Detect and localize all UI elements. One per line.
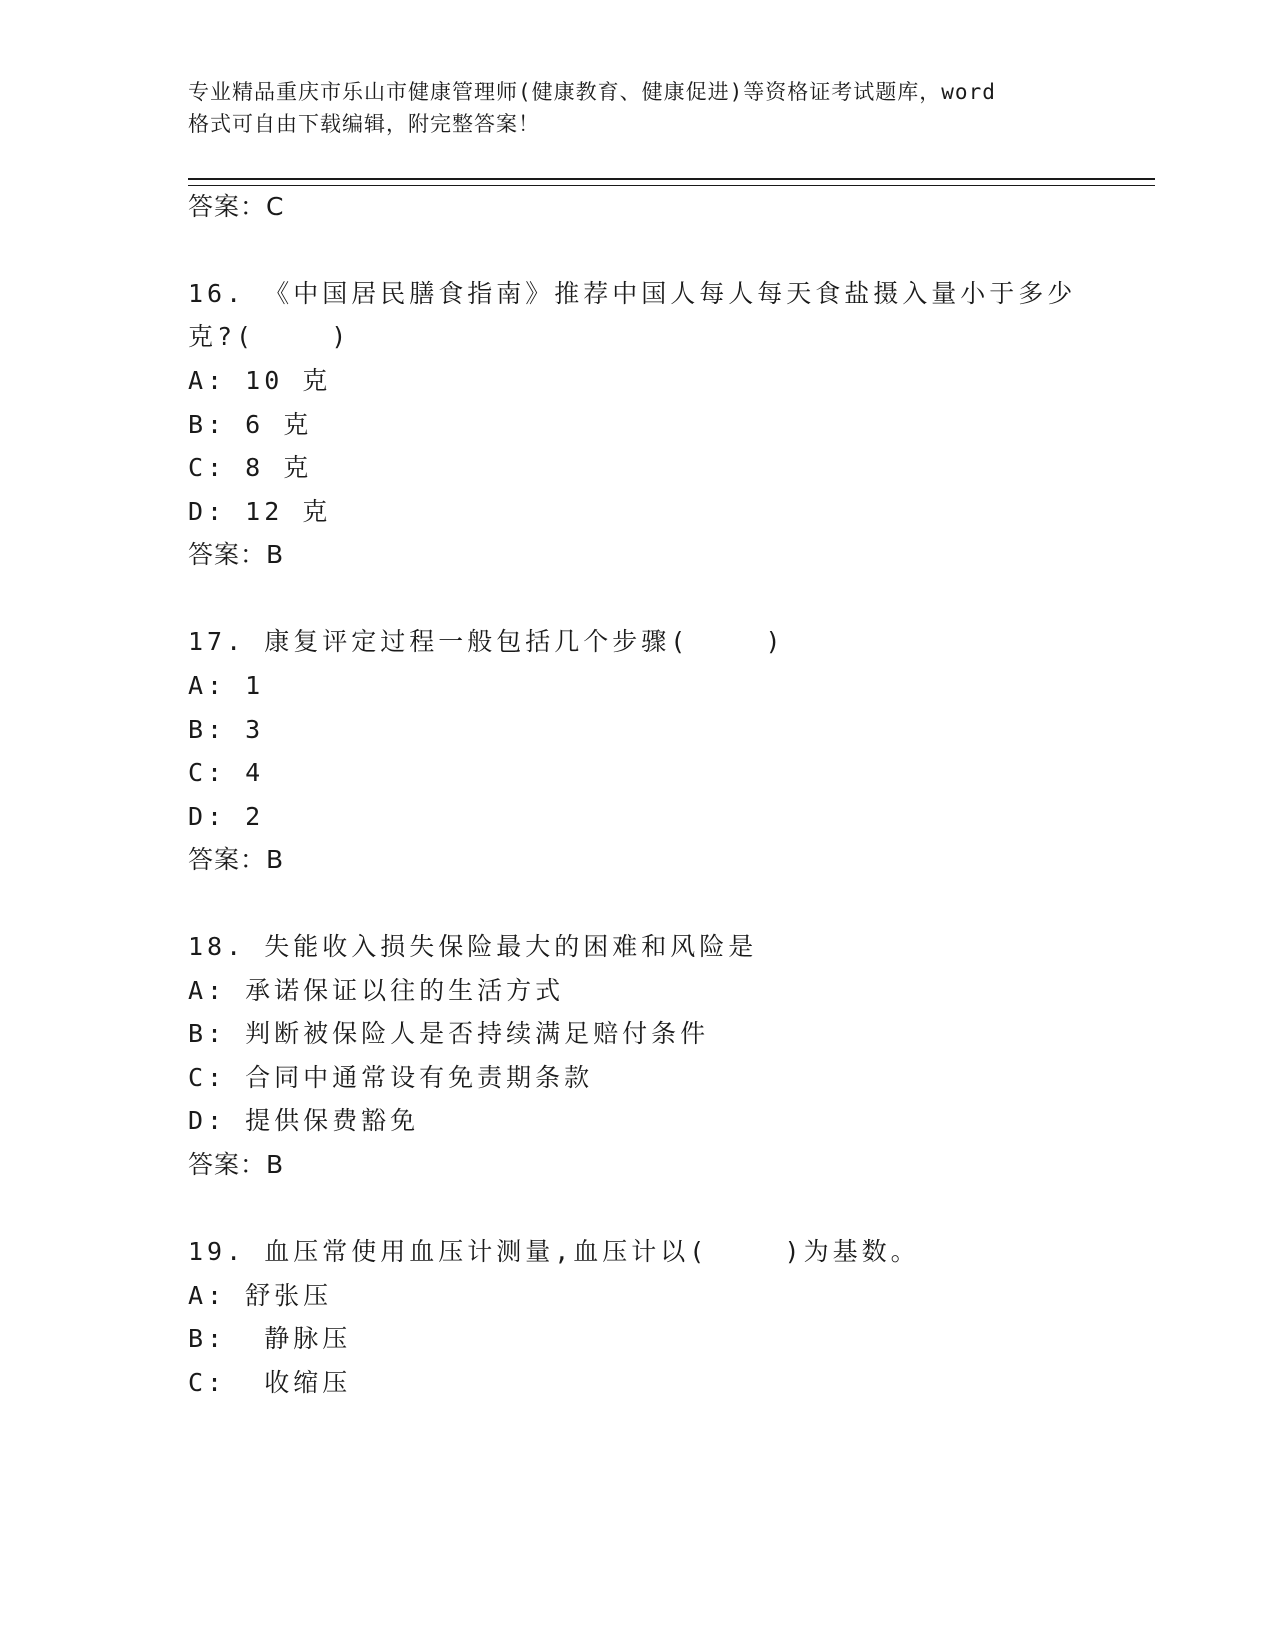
- option-d: D: 提供保费豁免: [188, 1106, 420, 1135]
- option-a: A: 1: [188, 671, 265, 700]
- header-divider: [188, 178, 1155, 186]
- answer-line: 答案：B: [188, 540, 285, 569]
- option-b: B: 6 克: [188, 410, 313, 439]
- option-a: A: 10 克: [188, 366, 332, 395]
- question-stem: 16. 《中国居民膳食指南》推荐中国人每人每天食盐摄入量小于多少: [188, 279, 1077, 308]
- question-stem-continued: 克?( ): [188, 322, 351, 351]
- answer-line: 答案：B: [188, 1150, 285, 1179]
- option-b: B: 静脉压: [188, 1324, 352, 1353]
- option-b: B: 判断被保险人是否持续满足赔付条件: [188, 1019, 710, 1048]
- header-line-2: 格式可自由下载编辑，附完整答案！: [188, 112, 540, 136]
- option-a: A: 舒张压: [188, 1281, 333, 1310]
- document-header: [188, 76, 1108, 140]
- answer-line: 答案：B: [188, 845, 285, 874]
- option-d: D: 12 克: [188, 497, 332, 526]
- option-c: C: 4: [188, 758, 265, 787]
- option-d: D: 2: [188, 802, 265, 831]
- option-c: C: 合同中通常设有免责期条款: [188, 1063, 594, 1092]
- question-stem: 17. 康复评定过程一般包括几个步骤( ): [188, 627, 785, 656]
- question-stem: 18. 失能收入损失保险最大的困难和风险是: [188, 932, 758, 961]
- answer-line: 答案：C: [188, 192, 285, 221]
- option-c: C: 8 克: [188, 453, 313, 482]
- option-c: C: 收缩压: [188, 1368, 352, 1397]
- option-b: B: 3: [188, 715, 265, 744]
- header-line-1: 专业精品重庆市乐山市健康管理师(健康教育、健康促进)等资格证考试题库，word: [188, 80, 996, 104]
- question-stem: 19. 血压常使用血压计测量,血压计以( )为基数。: [188, 1237, 920, 1266]
- option-a: A: 承诺保证以往的生活方式: [188, 976, 565, 1005]
